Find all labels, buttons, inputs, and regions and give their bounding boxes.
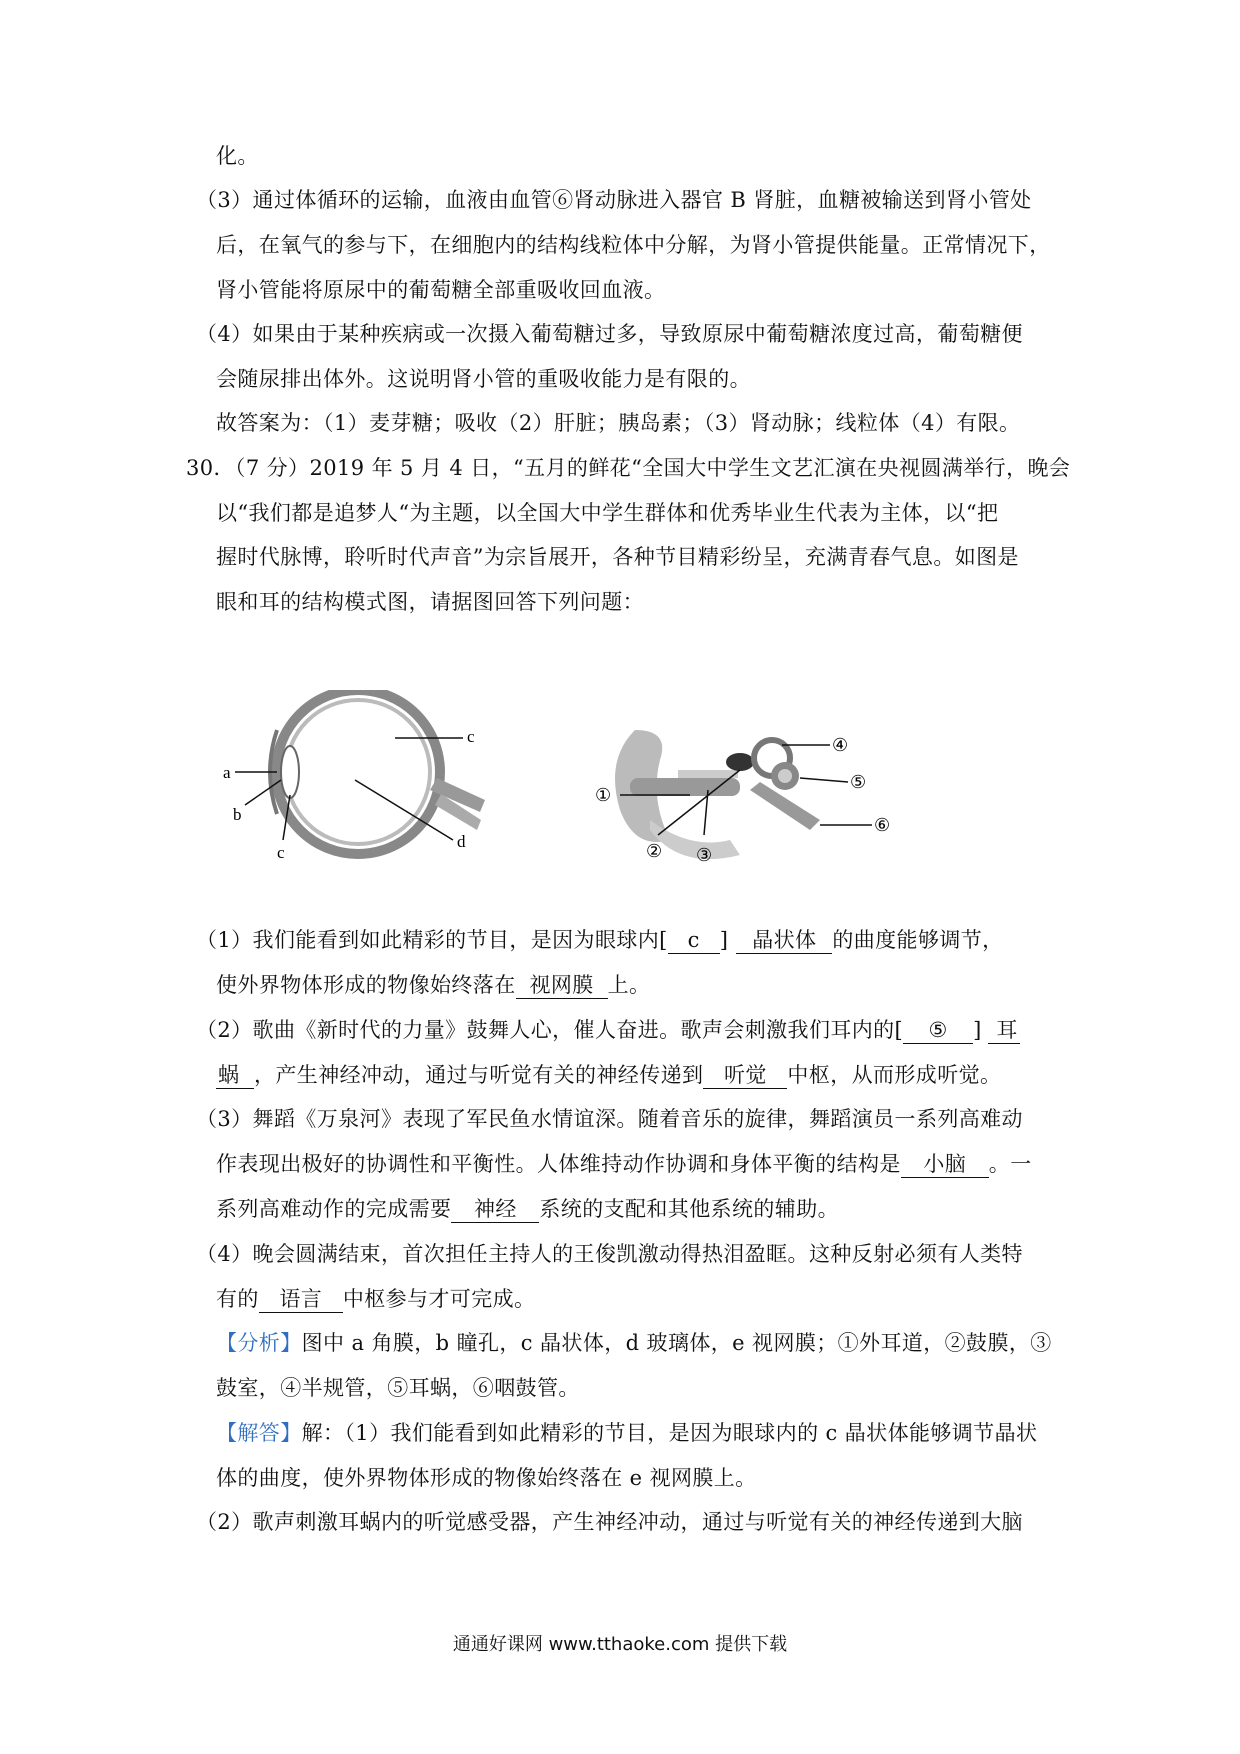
text-line: 握时代脉博，聆听时代声音”为宗旨展开，各种节目精彩纷呈，充满青春气息。如图是 [216,545,1019,569]
text-line: （2）歌声刺激耳蜗内的听觉感受器，产生神经冲动，通过与听觉有关的神经传递到大脑 [196,1510,1023,1534]
sub-question-4: （4）晚会圆满结束，首次担任主持人的王俊凯激动得热泪盈眶。这种反射必须有人类特 [196,1242,1023,1266]
text: 。一 [988,1152,1032,1176]
answer-blank: 晶状体 [736,927,832,954]
text: 系统的支配和其他系统的辅助。 [539,1197,840,1221]
text: （1）我们能看到如此精彩的节目，是因为眼球内[ [196,928,668,952]
solution-line [216,1418,1037,1448]
answer-blank: 听觉 [703,1062,787,1089]
ear-label-4: ④ [832,735,849,755]
answer-blank: c [668,927,720,954]
ear-label-6: ⑥ [874,815,891,835]
ear-label-1: ① [595,785,612,805]
text: 中枢参与才可完成。 [342,1287,536,1311]
text-line: 以“我们都是追梦人“为主题，以全国大中学生群体和优秀毕业生代表为主体，以“把 [216,501,999,525]
answer-summary: 故答案为：（1）麦芽糖；吸收（2）肝脏；胰岛素；（3）肾动脉；线粒体（4）有限。 [216,411,1021,435]
answer-blank: 语言 [259,1286,343,1313]
text-line: 体的曲度，使外界物体形成的物像始终落在 e 视网膜上。 [216,1466,757,1490]
text: 的曲度能够调节， [832,928,1004,952]
analysis-tag: 【分析】 [216,1331,302,1355]
text-line: （3）通过体循环的运输，血液由血管⑥肾动脉进入器官 B 肾脏，血糖被输送到肾小管处 [196,188,1032,212]
text-line [216,1284,535,1314]
ear-label-5: ⑤ [850,772,867,792]
answer-blank: 耳 [988,1017,1020,1044]
text-line: 眼和耳的结构模式图，请据图回答下列问题： [216,590,644,614]
eye-label-d: d [457,832,466,851]
text: （2）歌曲《新时代的力量》鼓舞人心，催人奋进。歌声会刺激我们耳内的[ [196,1018,904,1042]
ear-label-2: ② [646,841,663,861]
text: ] [719,928,729,952]
text-line: （4）如果由于某种疾病或一次摄入葡萄糖过多，导致原尿中葡萄糖浓度过高，葡萄糖便 [196,322,1023,346]
ear-label-3: ③ [696,845,713,865]
page-footer: 通通好课网 www.tthaoke.com 提供下载 [452,1634,788,1655]
text: 作表现出极好的协调性和平衡性。人体维持动作协调和身体平衡的结构是 [216,1152,901,1176]
sub-question-3: （3）舞蹈《万泉河》表现了军民鱼水情谊深。随着音乐的旋律，舞蹈演员一系列高难动 [196,1107,1023,1131]
text-line [216,970,650,1000]
text-line: 鼓室，④半规管，⑤耳蜗，⑥咽鼓管。 [216,1376,580,1400]
answer-blank: ⑤ [903,1017,973,1044]
eye-label-b: b [233,805,242,824]
answer-blank: 神经 [451,1196,539,1223]
text: 有的 [216,1287,259,1311]
text-line [216,1149,1032,1179]
answer-blank: 视网膜 [516,972,608,999]
text-line [216,1060,1001,1090]
sub-question-2 [196,1015,1020,1045]
text: 系列高难动作的完成需要 [216,1197,452,1221]
text-line: 会随尿排出体外。这说明肾小管的重吸收能力是有限的。 [216,367,751,391]
text: 解：（1）我们能看到如此精彩的节目，是因为眼球内的 c 晶状体能够调节晶状 [301,1421,1038,1445]
answer-blank: 小脑 [901,1151,989,1178]
text: 中枢，从而形成听觉。 [787,1063,1002,1087]
eye-label-a: a [223,763,231,782]
text-line: 化。 [216,144,259,168]
solution-tag: 【解答】 [216,1421,302,1445]
text-line: 肾小管能将原尿中的葡萄糖全部重吸收回血液。 [216,278,666,302]
text: ，产生神经冲动，通过与听觉有关的神经传递到 [254,1063,704,1087]
question-title: 30．（7 分）2019 年 5 月 4 日，“五月的鲜花“全国大中学生文艺汇演在央视圆满举行，晚会 [186,456,1071,480]
analysis-line [216,1328,1052,1358]
eyeball-outline [270,690,485,854]
text-line [216,1194,839,1224]
text: 使外界物体形成的物像始终落在 [216,973,516,997]
answer-blank: 蜗 [216,1062,254,1089]
eye-label-c-bottom: c [277,843,285,862]
eye-diagram [215,690,500,870]
sub-question-1 [196,925,1004,955]
text: 上。 [607,973,651,997]
text: ] [973,1018,982,1042]
text-line: 后，在氧气的参与下，在细胞内的结构线粒体中分解，为肾小管提供能量。正常情况下， [216,233,1051,257]
ear-diagram [590,710,930,875]
text: 图中 a 角膜，b 瞳孔，c 晶状体，d 玻璃体，e 视网膜；①外耳道，②鼓膜，③ [301,1331,1052,1355]
eye-label-c-top: c [467,727,475,746]
